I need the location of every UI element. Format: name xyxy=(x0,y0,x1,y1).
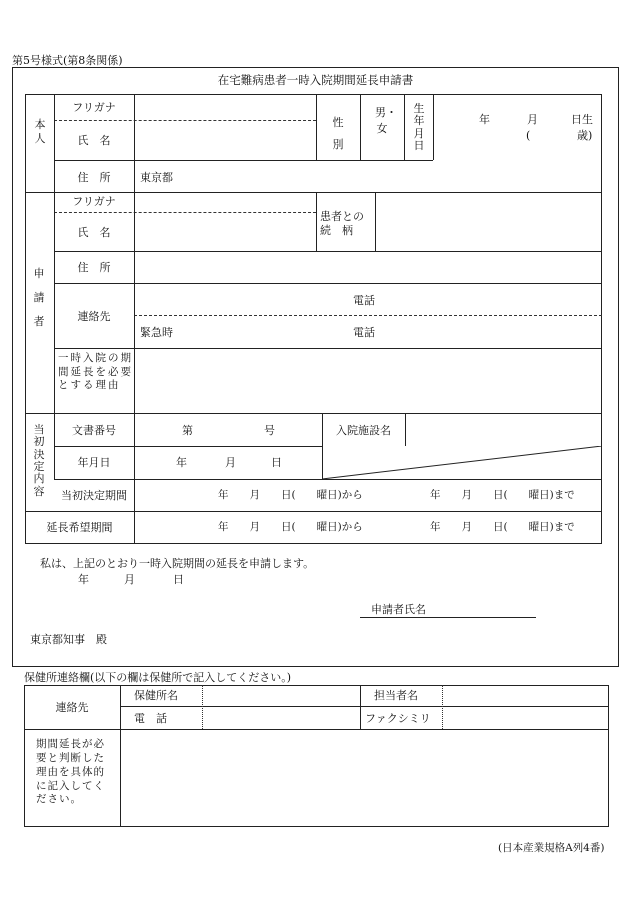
hc-contact-label: 連絡先 xyxy=(55,701,89,714)
patient-furigana-field[interactable] xyxy=(135,96,315,118)
hc-fax-field[interactable] xyxy=(444,708,607,728)
relation-label: 患者との続 柄 xyxy=(320,210,364,238)
birth-day: 日生 xyxy=(571,113,593,126)
age-close: 歳) xyxy=(577,129,593,142)
declaration-month: 月 xyxy=(124,573,135,586)
patient-birth-label: 生年月日 xyxy=(413,102,425,152)
patient-address-label: 住 所 xyxy=(77,171,111,184)
addressee: 東京都知事 殿 xyxy=(30,633,107,646)
applicant-name-field[interactable] xyxy=(135,214,315,250)
hc-reason-label: 期間延長が必要と判断した理由を具体的に記入してください。 xyxy=(36,738,105,806)
declaration-day: 日 xyxy=(173,573,184,586)
hc-office-label: 保健所名 xyxy=(134,689,178,702)
hc-office-field[interactable] xyxy=(204,687,358,705)
initial-period-label: 当初決定期間 xyxy=(61,489,127,502)
patient-sex-label: 性別 xyxy=(332,116,344,151)
applicant-address-label: 住 所 xyxy=(77,261,111,274)
contact-label: 連絡先 xyxy=(77,310,111,323)
hc-phone-label: 電 話 xyxy=(134,712,167,725)
patient-name-field[interactable] xyxy=(135,122,315,158)
initial-date-label: 年月日 xyxy=(77,456,111,469)
patient-group-label: 本人 xyxy=(34,118,46,145)
signature-label: 申請者氏名 xyxy=(371,603,426,616)
extension-label: 延長希望期間 xyxy=(46,521,113,534)
applicant-name-label: 氏 名 xyxy=(77,226,111,239)
applicant-furigana-label: フリガナ xyxy=(72,195,116,208)
form-title: 在宅難病患者一時入院期間延長申請書 xyxy=(217,73,414,87)
extension-period-from[interactable]: 年 月 日( 曜日)から xyxy=(218,521,363,533)
hc-phone-field[interactable] xyxy=(204,708,358,728)
paper-standard-note: (日本産業規格A列4番) xyxy=(498,842,605,854)
patient-furigana-label: フリガナ xyxy=(72,101,116,114)
initial-date-year: 年 xyxy=(176,456,187,469)
initial-date-month: 月 xyxy=(225,456,236,469)
hc-reason-field[interactable] xyxy=(122,731,607,825)
health-center-caption: 保健所連絡欄(以下の欄は保健所で記入してください。) xyxy=(24,671,292,684)
declaration-year: 年 xyxy=(78,573,89,586)
extension-period-to[interactable]: 年 月 日( 曜日)まで xyxy=(430,521,575,533)
relation-field[interactable] xyxy=(376,194,600,250)
hc-person-field[interactable] xyxy=(444,687,607,705)
initial-period-to[interactable]: 年 月 日( 曜日)まで xyxy=(430,489,575,501)
diagonal-slash xyxy=(322,446,602,479)
facility-label: 入院施設名 xyxy=(336,424,391,437)
reason-field[interactable] xyxy=(135,350,600,411)
declaration-text: 私は、上記のとおり一時入院期間の延長を申請します。 xyxy=(40,557,315,570)
initial-period-from[interactable]: 年 月 日( 曜日)から xyxy=(218,489,363,501)
signature-line[interactable] xyxy=(360,617,536,618)
doc-number-suffix: 号 xyxy=(264,424,275,437)
patient-sex-options[interactable]: 男・女 xyxy=(375,106,397,135)
applicant-address-field[interactable] xyxy=(135,253,600,281)
patient-address-value[interactable]: 東京都 xyxy=(140,171,173,184)
applicant-furigana-field[interactable] xyxy=(135,194,315,211)
reason-label: 一時入院の期間延長を必要とする理由 xyxy=(58,352,133,392)
phone-label: 電話 xyxy=(353,294,375,307)
facility-field[interactable] xyxy=(406,415,600,445)
applicant-group-label: 申請者 xyxy=(33,267,45,329)
form-number-label: 第5号様式(第8条関係) xyxy=(12,54,123,67)
birth-year: 年 xyxy=(479,113,490,126)
emergency-phone-label: 電話 xyxy=(353,326,375,339)
initial-date-day: 日 xyxy=(271,456,282,469)
patient-name-label: 氏 名 xyxy=(77,134,111,147)
doc-number-prefix: 第 xyxy=(182,424,193,437)
emergency-label: 緊急時 xyxy=(140,326,173,339)
initial-group-label: 当初決定内容 xyxy=(33,423,45,498)
hc-person-label: 担当者名 xyxy=(374,689,418,702)
doc-number-label: 文書番号 xyxy=(72,424,116,437)
age-open: ( xyxy=(526,129,531,142)
hc-fax-label: ファクシミリ xyxy=(365,712,431,725)
birth-month: 月 xyxy=(527,113,538,126)
